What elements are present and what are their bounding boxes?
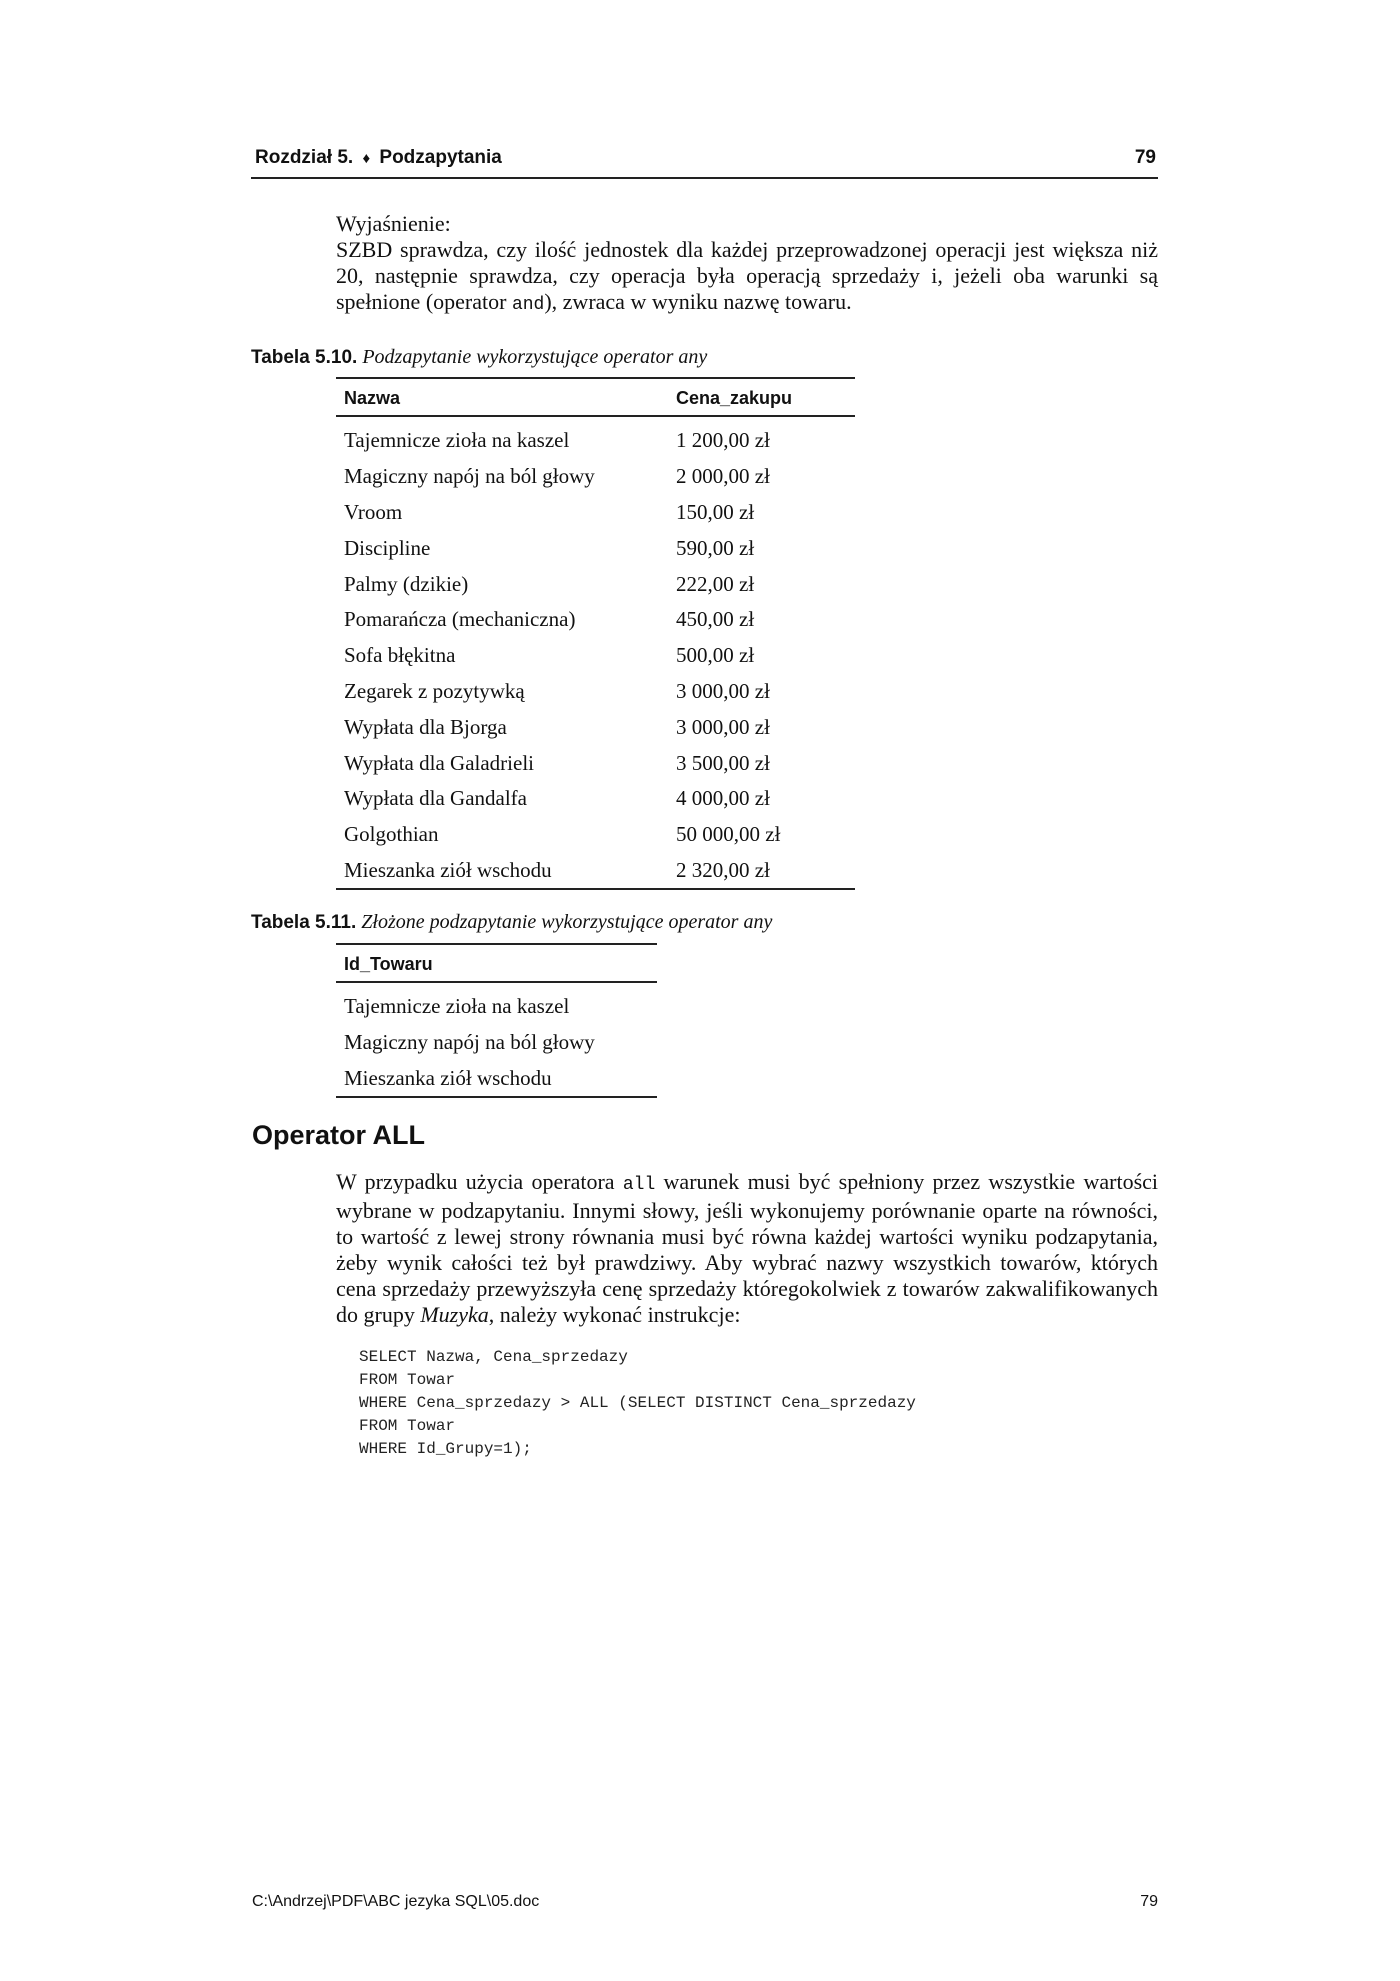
explanation-text [336,237,1158,318]
table-510-caption [251,346,707,369]
section-text-part: warunek musi być spełniony przez wszystkie wartości wybrane w podzapytaniu. Innymi słowy, jeśli wykonujemy porównanie oparte na równości, to wartość z lewej strony równania musi być równa każdej wartości wyniku podzapytania, żeby wynik całości też był prawdziwy. Aby wybrać nazwy wszystkich towarów, których cena sprzedaży przewyższyła cenę sprzedaży któregokolwiek z towarów zakwalifikowanych do grupy [336,1169,1159,1327]
code-line: SELECT Nazwa, Cena_sprzedazy [359,1348,628,1366]
cell-id-towaru: Tajemnicze zioła na kaszel [344,994,570,1019]
table-row [336,1025,657,1061]
column-header-cena-zakupu: Cena_zakupu [668,378,855,416]
cell-name: Zegarek z pozytywką [344,678,525,703]
table-row [336,817,855,853]
code-line: WHERE Cena_sprzedazy > ALL (SELECT DISTINCT Cena_sprzedazy [359,1394,916,1412]
table-510-caption-text: Podzapytanie wykorzystujące operator any [362,346,708,368]
cell-name: Magiczny napój na ból głowy [344,464,595,489]
cell-name: Vroom [344,499,403,524]
cell-price: 222,00 zł [676,571,755,596]
column-header-id-towaru: Id_Towaru [336,944,657,982]
section-heading: Operator ALL [252,1120,426,1150]
header-section: Podzapytania [379,147,502,168]
table-510 [336,377,855,890]
table-row [336,459,855,495]
column-header-nazwa: Nazwa [336,378,668,416]
table-row [336,638,855,674]
footer-page-number: 79 [1140,1893,1158,1910]
table-row [336,602,855,638]
table-510-label: Tabela 5.10. [251,347,358,368]
table-511-label: Tabela 5.11. [251,912,357,933]
cell-price: 2 000,00 zł [676,464,770,489]
table-header-row [336,944,657,982]
cell-id-towaru: Magiczny napój na ból głowy [344,1030,595,1055]
italic-group-name: Muzyka [420,1302,489,1327]
cell-name: Pomarańcza (mechaniczna) [344,607,576,632]
cell-price: 590,00 zł [676,535,755,560]
table-row [336,982,657,1025]
cell-price: 3 500,00 zł [676,750,770,775]
cell-name: Sofa błękitna [344,643,456,668]
table-row [336,853,855,890]
explanation-text-part: ), zwraca w wyniku nazwę towaru. [544,289,852,314]
footer-file-path: C:\Andrzej\PDF\ABC jezyka SQL\05.doc [252,1893,540,1910]
table-row [336,495,855,531]
header-page-number: 79 [1134,147,1156,168]
code-line: FROM Towar [359,1371,456,1389]
table-row [336,530,855,566]
cell-name: Golgothian [344,822,439,847]
cell-price: 500,00 zł [676,643,755,668]
section-text-part: W przypadku użycia operatora [336,1169,623,1194]
table-row [336,674,855,710]
cell-name: Wypłata dla Galadrieli [344,750,534,775]
cell-price: 1 200,00 zł [676,428,770,453]
inline-code-and: and [511,295,545,315]
table-row [336,709,855,745]
code-line: WHERE Id_Grupy=1); [359,1440,532,1458]
section-text-part: , należy wykonać instrukcje: [488,1302,741,1327]
cell-price: 450,00 zł [676,607,755,632]
table-row [336,1061,657,1098]
cell-name: Tajemnicze zioła na kaszel [344,428,570,453]
cell-price: 3 000,00 zł [676,714,770,739]
table-511 [336,943,657,1098]
running-header [251,147,1158,179]
explanation-block [336,211,1158,318]
section-paragraph-text [336,1169,1158,1328]
sql-code-block [359,1346,916,1461]
explanation-text-part: SZBD sprawdza, czy ilość jednostek dla każdej przeprowadzonej operacji jest większa niż 20, następnie sprawdza, czy operacja była operacją sprzedaży i, jeżeli oba warunki są spełnione (operator [336,237,1158,314]
table-row [336,566,855,602]
table-row [336,416,855,459]
cell-price: 3 000,00 zł [676,678,770,703]
header-chapter: Rozdział 5. [255,147,354,168]
table-511-caption [251,911,772,934]
cell-price: 50 000,00 zł [676,822,781,847]
cell-name: Palmy (dzikie) [344,571,469,596]
cell-name: Mieszanka ziół wschodu [336,853,668,890]
table-header-row [336,378,855,416]
cell-price: 4 000,00 zł [676,786,770,811]
cell-price: 2 320,00 zł [668,853,855,890]
table-511-caption-text: Złożone podzapytanie wykorzystujące operator any [361,911,773,933]
section-paragraph [336,1169,1158,1328]
table-row [336,781,855,817]
inline-code-all: all [622,1175,656,1195]
code-line: FROM Towar [359,1417,456,1435]
table-row [336,745,855,781]
cell-id-towaru: Mieszanka ziół wschodu [336,1061,657,1098]
cell-price: 150,00 zł [676,499,755,524]
cell-name: Wypłata dla Gandalfa [344,786,527,811]
cell-name: Wypłata dla Bjorga [344,714,507,739]
header-chapter-title [255,147,502,169]
cell-name: Discipline [344,535,431,560]
diamond-icon: ♦ [362,150,371,167]
explanation-title: Wyjaśnienie: [336,211,451,236]
